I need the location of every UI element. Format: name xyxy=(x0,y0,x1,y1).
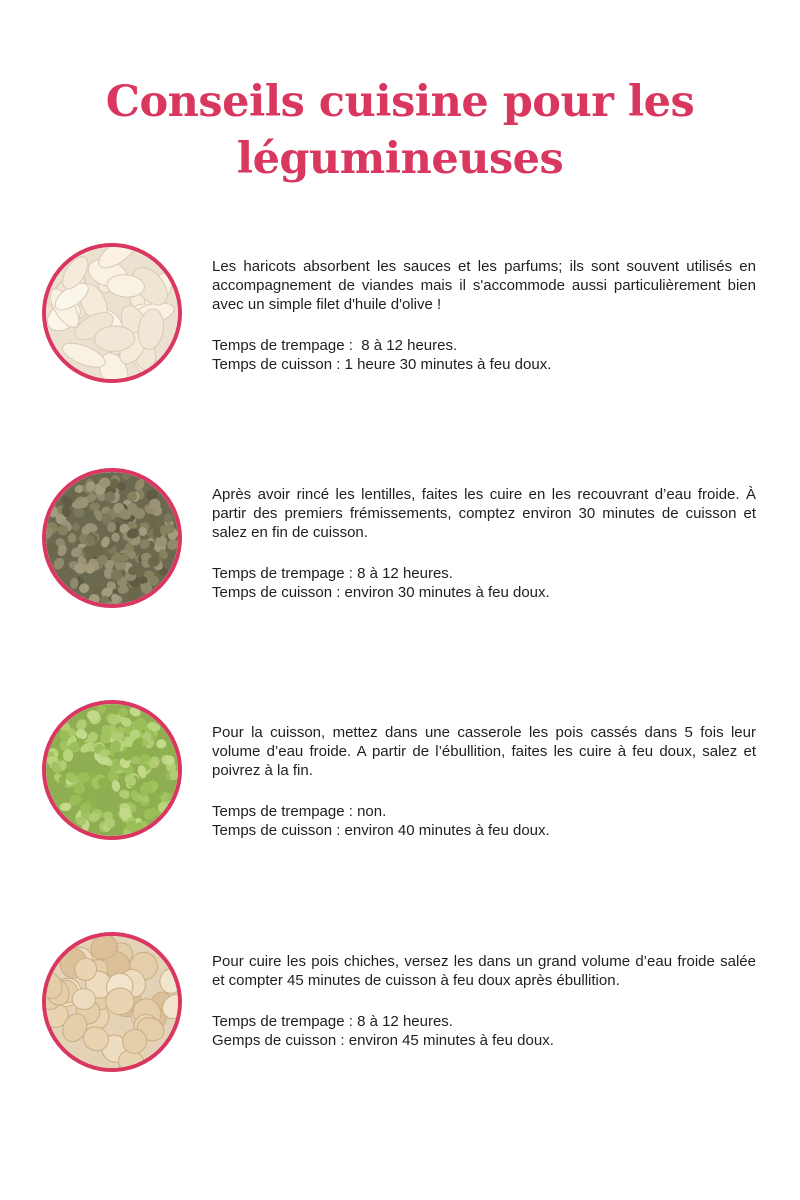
legume-times xyxy=(212,564,756,602)
soaking-time-line: Temps de trempage : 8 à 12 heures. xyxy=(212,565,453,582)
legume-section xyxy=(0,700,800,860)
legume-description: Après avoir rincé les lentilles, faites les cuire en les recouvrant d’eau froide. À partir des premiers frémissements, comptez environ 30 minutes de cuisson et salez en fin de cuisson. xyxy=(212,486,756,541)
page-title-line2: légumineuses xyxy=(236,134,564,184)
legume-description: Pour cuire les pois chiches, versez les dans un grand volume d’eau froide salée et compter 45 minutes de cuisson à feu doux après ébullition. xyxy=(212,953,756,989)
legume-photo-ring xyxy=(42,243,182,383)
legume-text-block xyxy=(212,723,756,840)
legume-description: Les haricots absorbent les sauces et les parfums; ils sont souvent utilisés en accompagnement de viandes mais il s'accommode aussi particulièrement bien avec un simple filet d'huile d'olive ! xyxy=(212,258,756,313)
cooking-time-line: Temps de cuisson : environ 30 minutes à feu doux. xyxy=(212,584,550,601)
soaking-time-line: Temps de trempage : 8 à 12 heures. xyxy=(212,1013,453,1030)
legume-photo-ring xyxy=(42,468,182,608)
legume-text-block xyxy=(212,952,756,1050)
soaking-time-line: Temps de trempage : non. xyxy=(212,803,387,820)
cooking-time-line: Gemps de cuisson : environ 45 minutes à feu doux. xyxy=(212,1032,554,1049)
chickpeas-photo xyxy=(46,936,178,1068)
cooking-time-line: Temps de cuisson : 1 heure 30 minutes à feu doux. xyxy=(212,356,552,373)
legume-photo-ring xyxy=(42,700,182,840)
page-title xyxy=(0,74,800,188)
split-peas-photo xyxy=(46,704,178,836)
page-title-line1: Conseils cuisine pour les xyxy=(105,77,695,127)
green-lentils-photo xyxy=(46,472,178,604)
legume-text-block xyxy=(212,485,756,602)
soaking-time-line: Temps de trempage : 8 à 12 heures. xyxy=(212,337,458,354)
white-beans-photo xyxy=(46,247,178,379)
legume-photo-ring xyxy=(42,932,182,1072)
legume-description: Pour la cuisson, mettez dans une casserole les pois cassés dans 5 fois leur volume d’eau froide. A partir de l’ébullition, faites les cuire à feu doux, salez et poivrez à la fin. xyxy=(212,724,756,779)
legume-times xyxy=(212,336,756,374)
legume-section xyxy=(0,468,800,628)
cooking-time-line: Temps de cuisson : environ 40 minutes à feu doux. xyxy=(212,822,550,839)
legume-times xyxy=(212,802,756,840)
legume-text-block xyxy=(212,257,756,374)
legume-times xyxy=(212,1012,756,1050)
legume-section xyxy=(0,243,800,403)
legume-section xyxy=(0,932,800,1092)
